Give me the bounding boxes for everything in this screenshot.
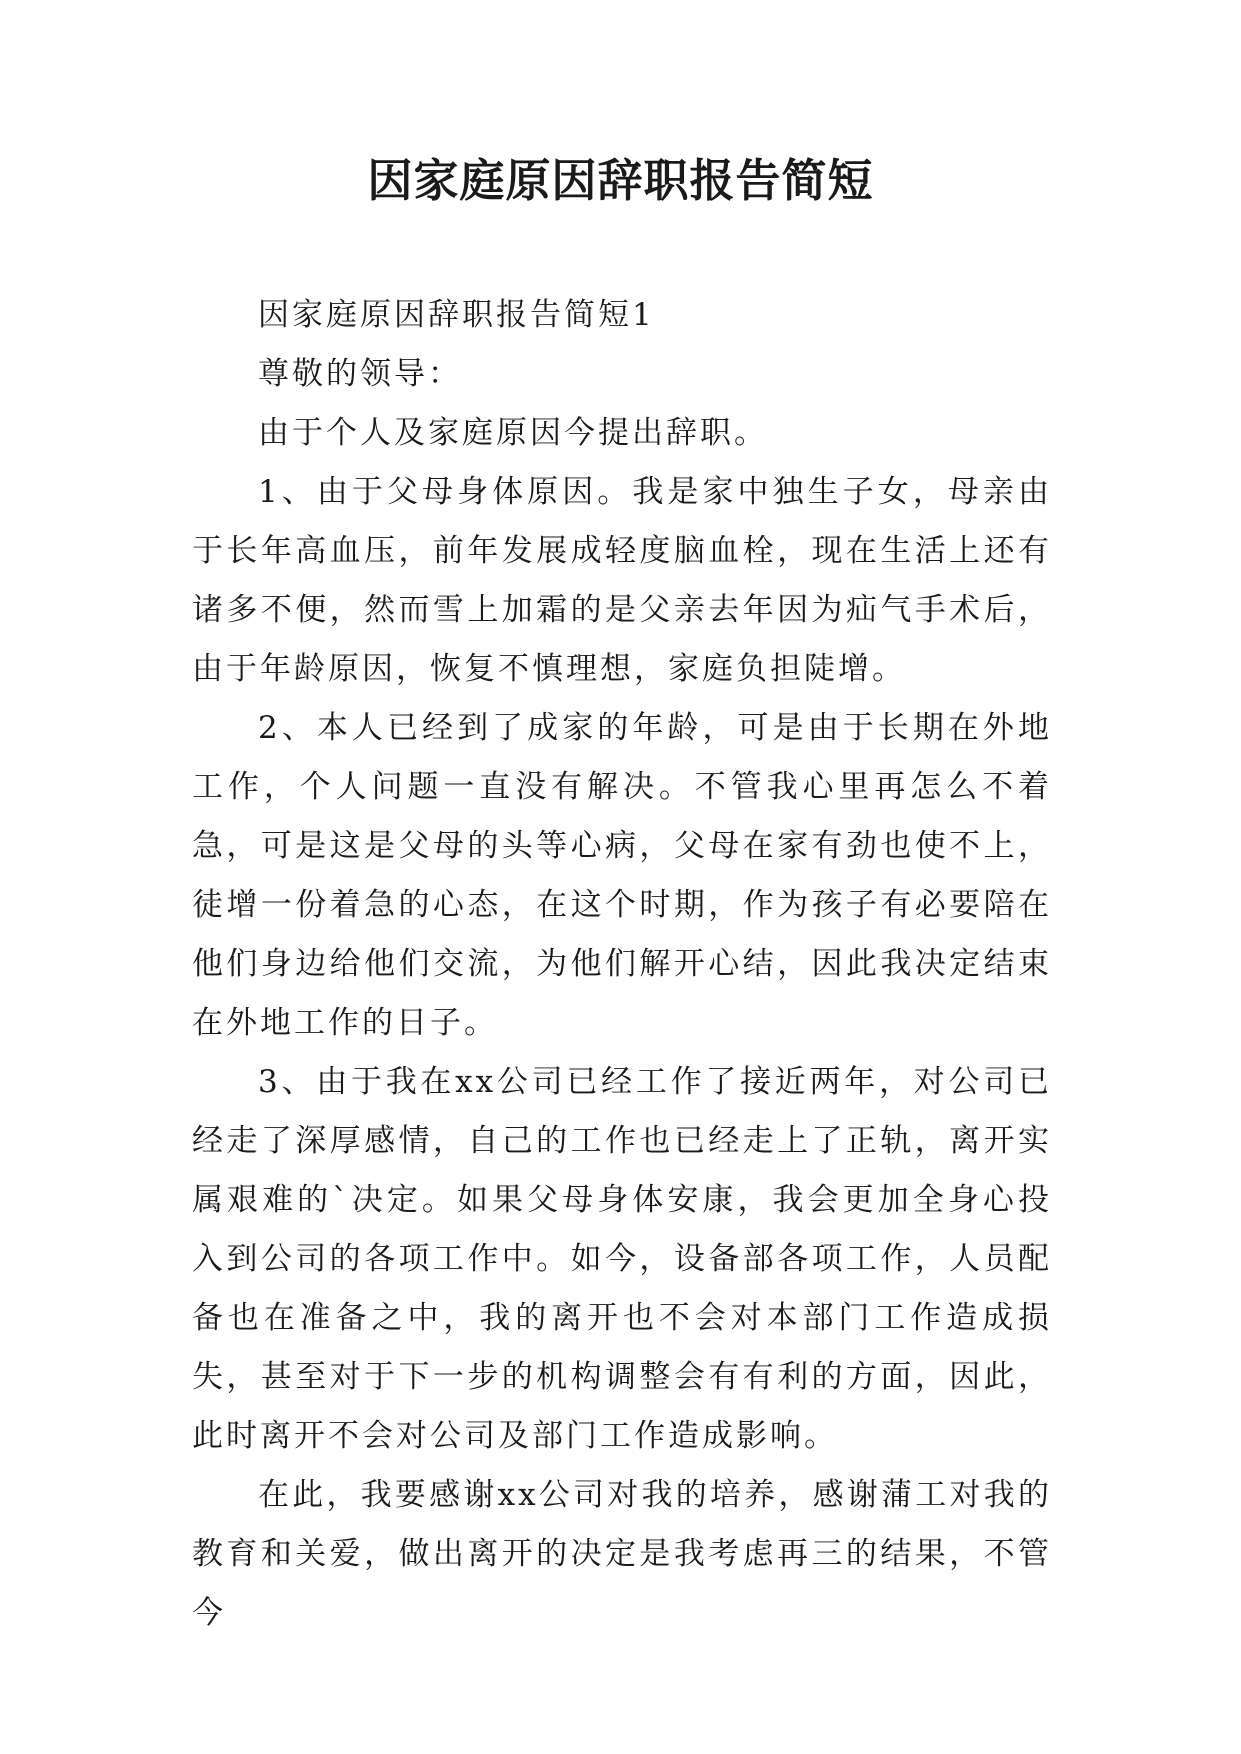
reason-3-paragraph: 3、由于我在xx公司已经工作了接近两年，对公司已经走了深厚感情，自己的工作也已经走上了正轨，离开实属艰难的`决定。如果父母身体安康，我会更加全身心投入到公司的各项工作中。如今，设备部各项工作，人员配备也在准备之中，我的离开也不会对本部门工作造成损失，甚至对于下一步的机构调整会有有利的方面，因此，此时离开不会对公司及部门工作造成影响。: [192, 1064, 1052, 1454]
reason-2-paragraph: 2、本人已经到了成家的年龄，可是由于长期在外地工作，个人问题一直没有解决。不管我心里再怎么不着急，可是这是父母的头等心病，父母在家有劲也使不上，徒增一份着急的心态，在这个时期，作为孩子有必要陪在他们身边给他们交流，为他们解开心结，因此我决定结束在外地工作的日子。: [192, 710, 1052, 1041]
salutation-paragraph: 尊敬的领导：: [258, 356, 462, 392]
subtitle-paragraph: 因家庭原因辞职报告简短1: [258, 297, 655, 333]
document-body: [192, 286, 1052, 1643]
reason-1-paragraph: 1、由于父母身体原因。我是家中独生子女，母亲由于长年高血压，前年发展成轻度脑血栓，现在生活上还有诸多不便，然而雪上加霜的是父亲去年因为疝气手术后，由于年龄原因，恢复不慎理想，家庭负担陡增。: [192, 474, 1052, 687]
thanks-paragraph: 在此，我要感谢xx公司对我的培养，感谢蒲工对我的教育和关爱，做出离开的决定是我考虑再三的结果，不管今: [192, 1477, 1052, 1631]
intro-paragraph: 由于个人及家庭原因今提出辞职。: [258, 415, 768, 451]
document-title: 因家庭原因辞职报告简短: [367, 154, 874, 207]
